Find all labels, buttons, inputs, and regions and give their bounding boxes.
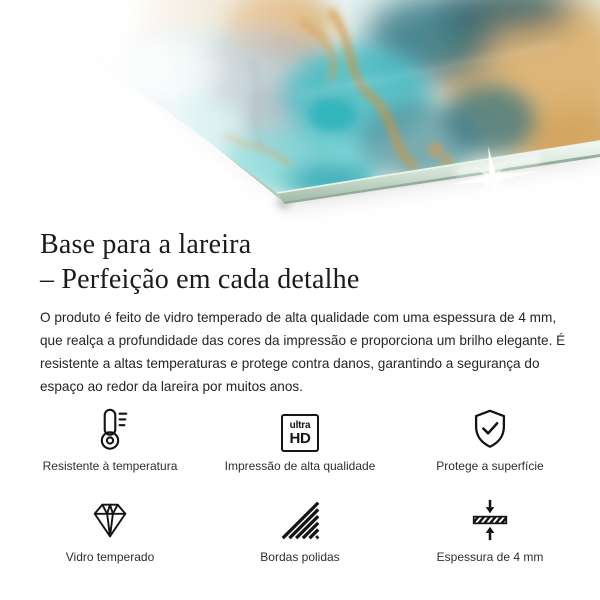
product-description: O produto é feito de vidro temperado de alta qualidade com uma espessura de 4 mm, que realça a profundidade das cores da impressão e proporciona um brilho elegante. É resistente a altas temperaturas e protege contra danos, garantindo a segurança do espaço ao redor da lareira por muitos anos. [40, 310, 566, 394]
page-title [40, 227, 560, 297]
feature-polished-edges [205, 493, 395, 564]
feature-label: Vidro temperado [65, 550, 155, 564]
shield-check-icon [467, 402, 513, 452]
feature-surface-protection [395, 402, 585, 473]
feature-temperature-resistant [15, 402, 205, 473]
thickness-arrows-icon [467, 493, 513, 543]
glass-panel-illustration [0, 0, 600, 232]
page-title-line1: Base para a lareira [40, 229, 252, 260]
feature-label: Espessura de 4 mm [436, 550, 544, 564]
feature-thickness-4mm [395, 493, 585, 564]
feature-label: Bordas polidas [260, 550, 340, 564]
feature-label: Impressão de alta qualidade [224, 459, 376, 473]
product-image-glass-panel [0, 0, 600, 232]
diamond-icon [87, 493, 133, 543]
feature-tempered-glass [15, 493, 205, 564]
feature-label: Protege a superfície [436, 459, 544, 473]
ultra-hd-icon: ultra HD [281, 402, 319, 452]
hatched-triangle-icon [277, 493, 323, 543]
feature-label: Resistente à temperatura [42, 459, 178, 473]
feature-high-quality-print [205, 402, 395, 473]
page-title-line2: – Perfeição em cada detalhe [40, 264, 360, 295]
features-grid [15, 402, 585, 564]
thermometer-icon [87, 402, 133, 452]
